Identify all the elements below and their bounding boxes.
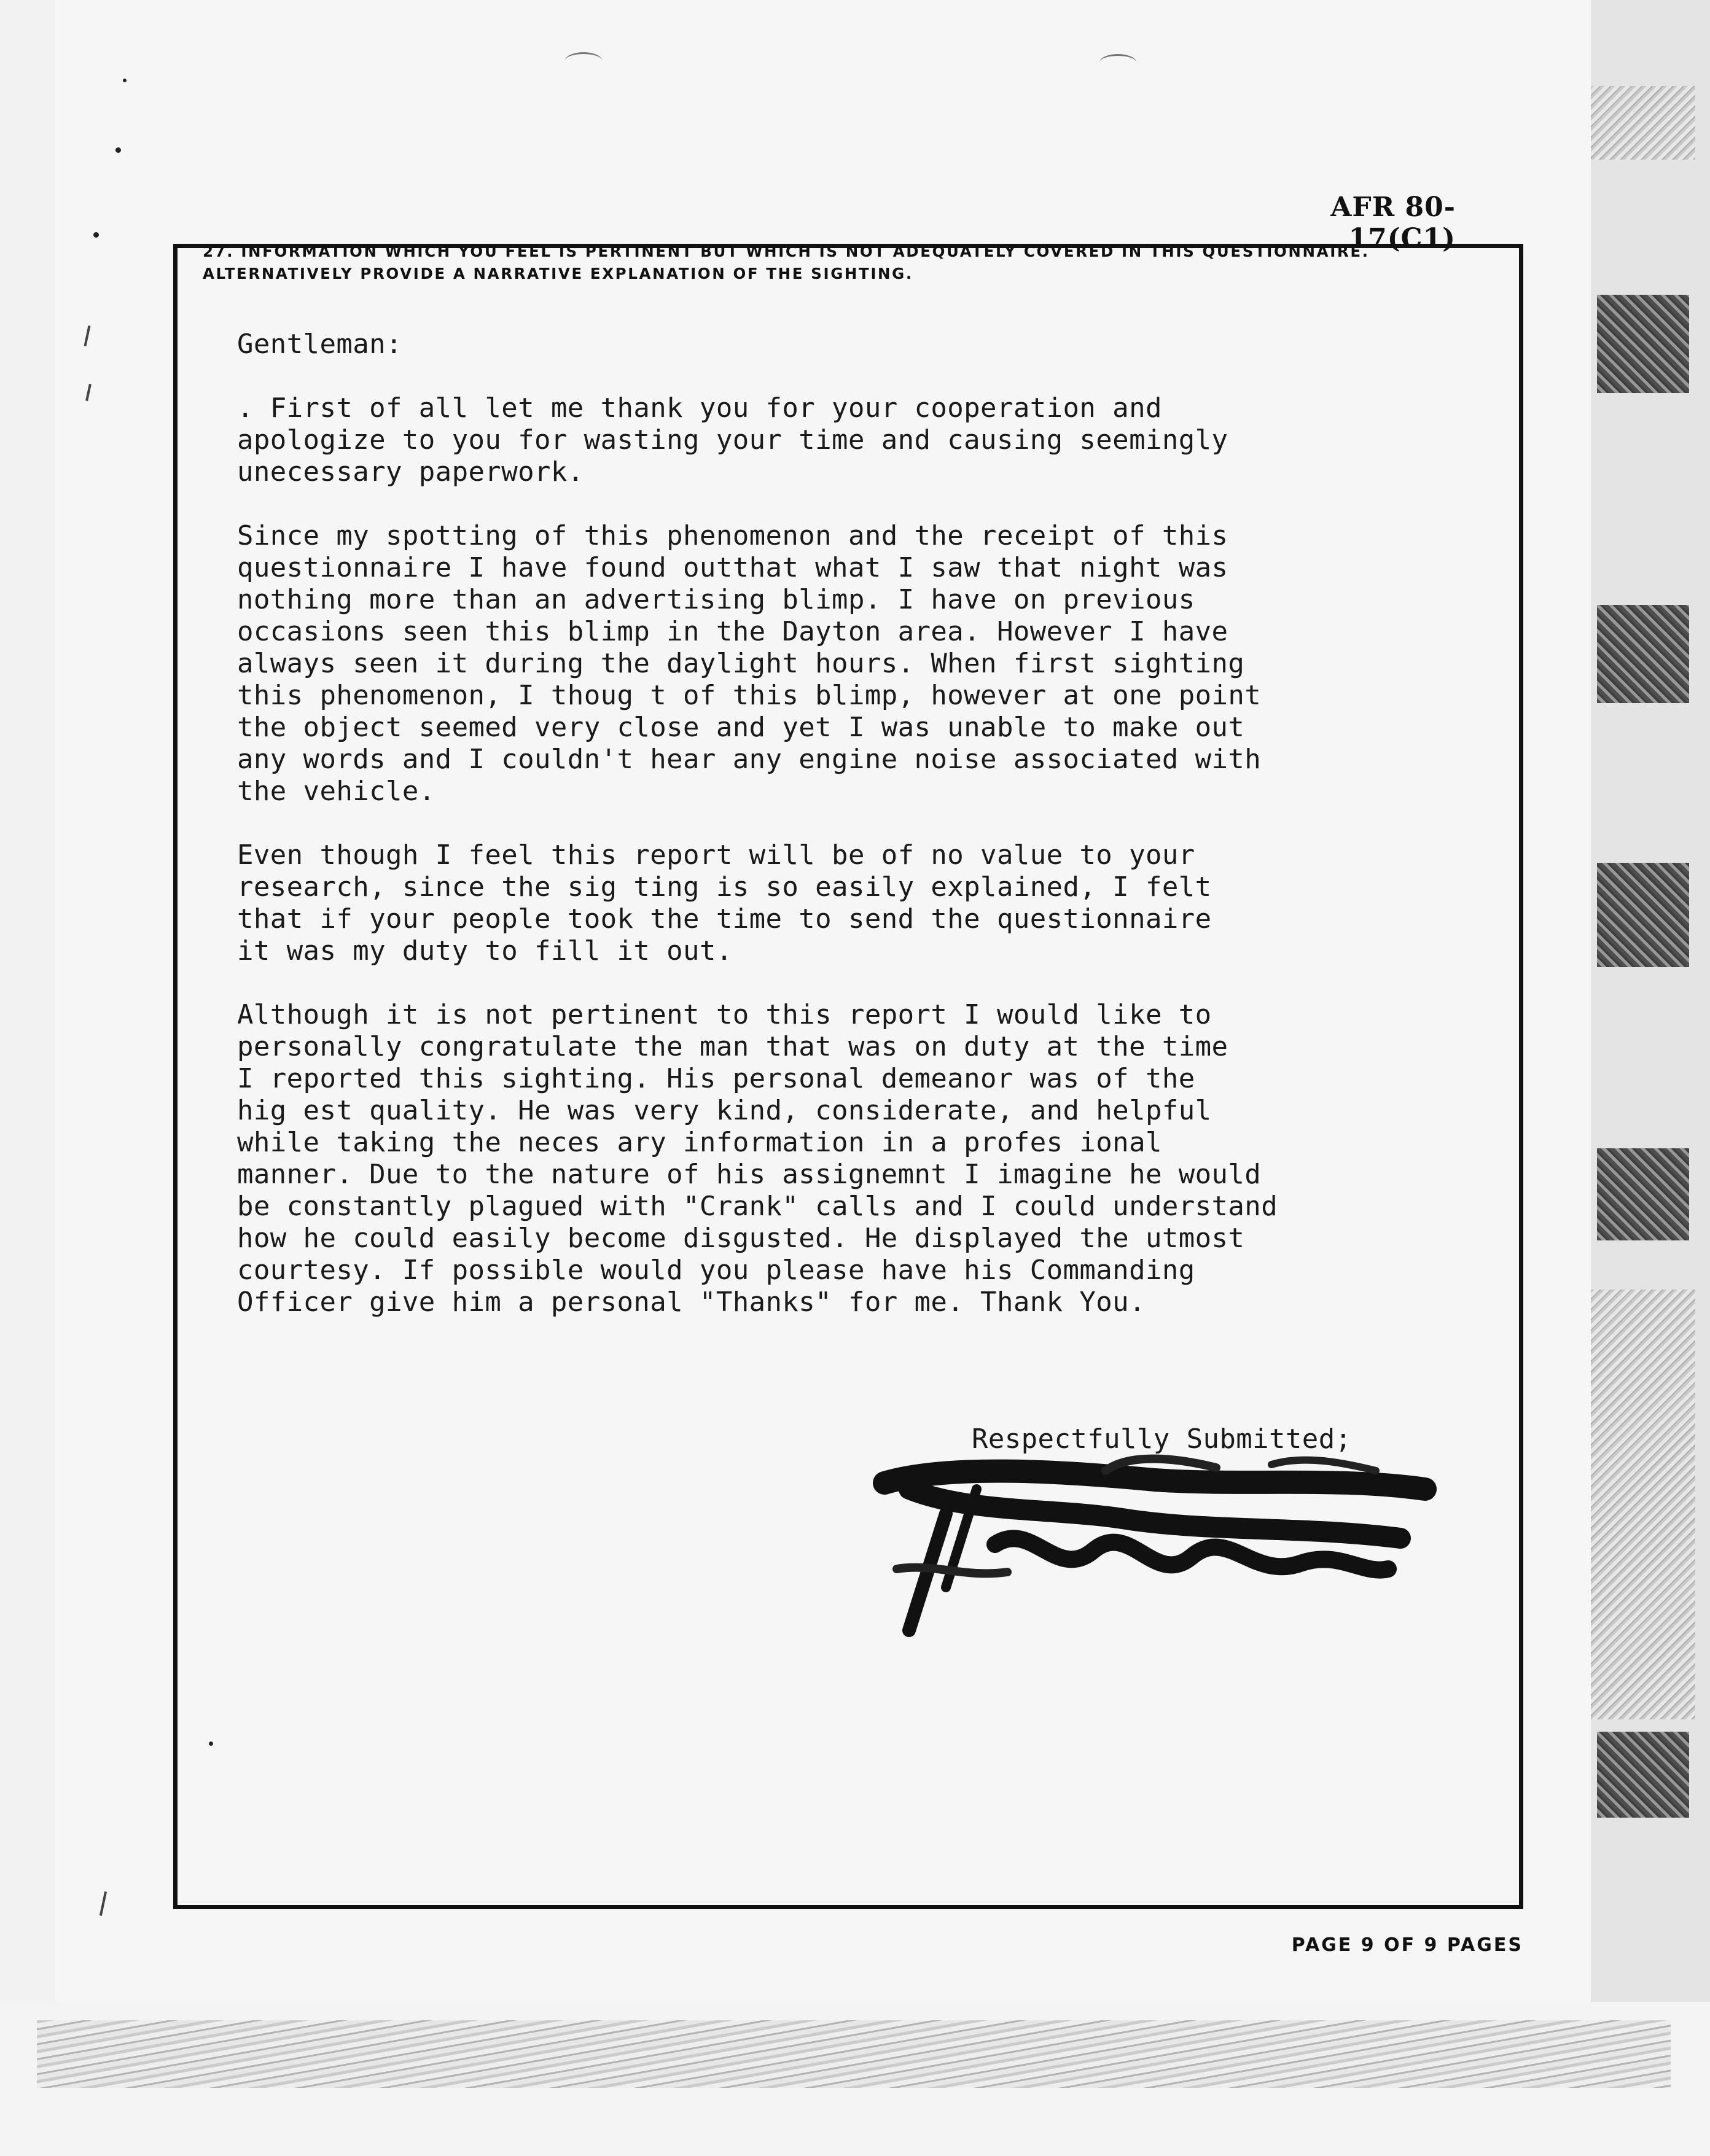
scan-noise-band bbox=[37, 2020, 1671, 2088]
scan-artifact-block bbox=[1597, 863, 1689, 967]
letter-paragraph: Even though I feel this report will be of no value to your research, since the sig ting is so easily explained, I felt that if your people took the time to send the questionnaire it was my duty to fill it out. bbox=[237, 839, 1212, 967]
stray-mark bbox=[93, 232, 99, 238]
redacted-signature bbox=[872, 1446, 1437, 1643]
scan-artifact-block bbox=[1597, 295, 1689, 393]
page-number: PAGE 9 OF 9 PAGES bbox=[1291, 1934, 1523, 1956]
scan-artifact-block bbox=[1597, 605, 1689, 703]
letter-body bbox=[237, 329, 1502, 1350]
letter-paragraph: . First of all let me thank you for your cooperation and apologize to you for wasting your time and causing seemingly unecessary paperwork. bbox=[237, 392, 1228, 488]
item-heading: 27. INFORMATION WHICH YOU FEEL IS PERTINENT BUT WHICH IS NOT ADEQUATELY COVERED IN THIS QUESTIONNAIRE. ALTERNATIVELY PROVIDE A NARRATIVE EXPLANATION OF THE SIGHTING. bbox=[203, 243, 1370, 282]
scan-speckle bbox=[1591, 86, 1695, 160]
stray-mark bbox=[123, 79, 127, 82]
punch-mark bbox=[1099, 54, 1136, 71]
letter-closing: Respectfully Submitted; bbox=[972, 1423, 1352, 1455]
punch-mark bbox=[565, 52, 602, 69]
letter-paragraph: Since my spotting of this phenomenon and the receipt of this questionnaire I have found outthat what I saw that night was nothing more than an advertising blimp. I have on previous occasions seen this blimp in the Dayton area. However I have always seen it during the daylight hours. When first sighting this phenomenon, I thoug t of this blimp, however at one point the object seemed very close and yet I was unable to make out any words and I couldn't hear any engine noise associated with the vehicle. bbox=[237, 520, 1262, 807]
scan-artifact-block bbox=[1597, 1148, 1689, 1240]
scan-artifact-block bbox=[1597, 1732, 1689, 1818]
form-number: AFR 80-17(C1) bbox=[1330, 192, 1456, 254]
letter-paragraph: Although it is not pertinent to this report I would like to personally congratulate the man that was on duty at the time I reported this sighting. His personal demeanor was of the hig est quality. He was very kind, considerate, and helpful while taking the neces ary information in a profes ional manner. Due to the nature of his assignemnt I imagine he would be constantly plagued with "Crank" calls and I could understand how he could easily become disgusted. He displayed the utmost courtesy. If possible would you please have his Commanding Officer give him a personal "Thanks" for me. Thank You. bbox=[237, 999, 1278, 1318]
letter-greeting: Gentleman: bbox=[237, 329, 402, 360]
stray-mark bbox=[115, 147, 121, 153]
scan-speckle bbox=[1591, 1290, 1695, 1719]
